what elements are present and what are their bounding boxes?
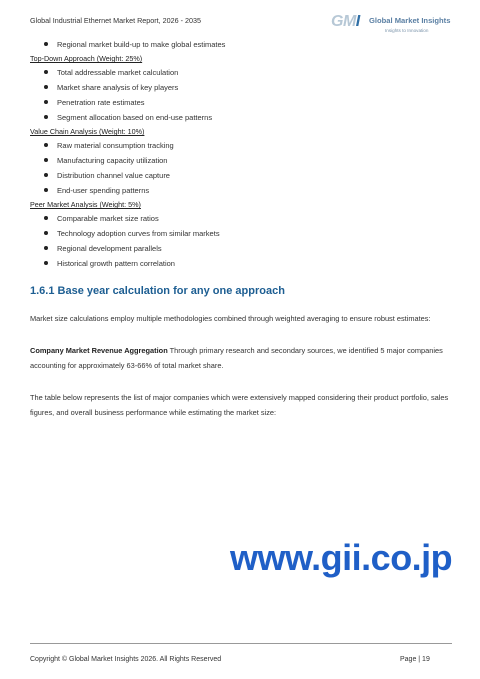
logo-brand-text: Global Market Insights	[369, 16, 451, 25]
peer-market-list	[30, 211, 455, 271]
top-down-list	[30, 65, 455, 125]
list-item: Penetration rate estimates	[30, 95, 455, 110]
list-item: Historical growth pattern correlation	[30, 256, 455, 271]
logo-tagline: Insights to Innovation	[385, 28, 429, 33]
top-bullet-list	[30, 37, 455, 52]
value-chain-list	[30, 138, 455, 198]
paragraph-bold-lead: Company Market Revenue Aggregation	[30, 345, 168, 355]
footer-copyright: Copyright © Global Market Insights 2026. All Rights Reserved	[30, 656, 222, 663]
section-subheading-peer-market: Peer Market Analysis (Weight: 5%)	[30, 200, 141, 209]
list-item: Manufacturing capacity utilization	[30, 153, 455, 168]
page-content	[30, 37, 455, 437]
list-item: Technology adoption curves from similar markets	[30, 226, 455, 241]
list-item: Comparable market size ratios	[30, 211, 455, 226]
list-item: Distribution channel value capture	[30, 168, 455, 183]
list-item: Market share analysis of key players	[30, 80, 455, 95]
footer-divider	[30, 643, 452, 644]
companies-table-intro: The table below represents the list of major companies which were extensively mapped considering their product portfolio, sales figures, and overall business performance while estimating the market size:	[30, 392, 449, 417]
gmi-logo-mark: GMI	[331, 13, 360, 30]
section-subheading-top-down: Top-Down Approach (Weight: 25%)	[30, 54, 143, 63]
list-item: Total addressable market calculation	[30, 65, 455, 80]
report-title: Global Industrial Ethernet Market Report, 2026 - 2035	[30, 16, 201, 25]
page-number: Page | 19	[400, 656, 430, 663]
section-heading: 1.6.1 Base year calculation for any one approach	[30, 285, 285, 297]
list-item: Regional market build-up to make global estimates	[30, 37, 455, 52]
list-item: End-user spending patterns	[30, 183, 455, 198]
watermark: www.gii.co.jp	[230, 537, 453, 578]
section-subheading-value-chain: Value Chain Analysis (Weight: 10%)	[30, 127, 145, 136]
methodology-paragraph: Market size calculations employ multiple methodologies combined through weighted averaging to ensure robust estimates:	[30, 314, 431, 323]
list-item: Raw material consumption tracking	[30, 138, 455, 153]
revenue-aggregation-paragraph	[30, 343, 455, 374]
list-item: Regional development parallels	[30, 241, 455, 256]
list-item: Segment allocation based on end-use patterns	[30, 110, 455, 125]
paragraph-body: Through primary research and secondary sources, we identified 5 major companies accounting for approximately 63-66% of total market share.	[30, 345, 443, 370]
